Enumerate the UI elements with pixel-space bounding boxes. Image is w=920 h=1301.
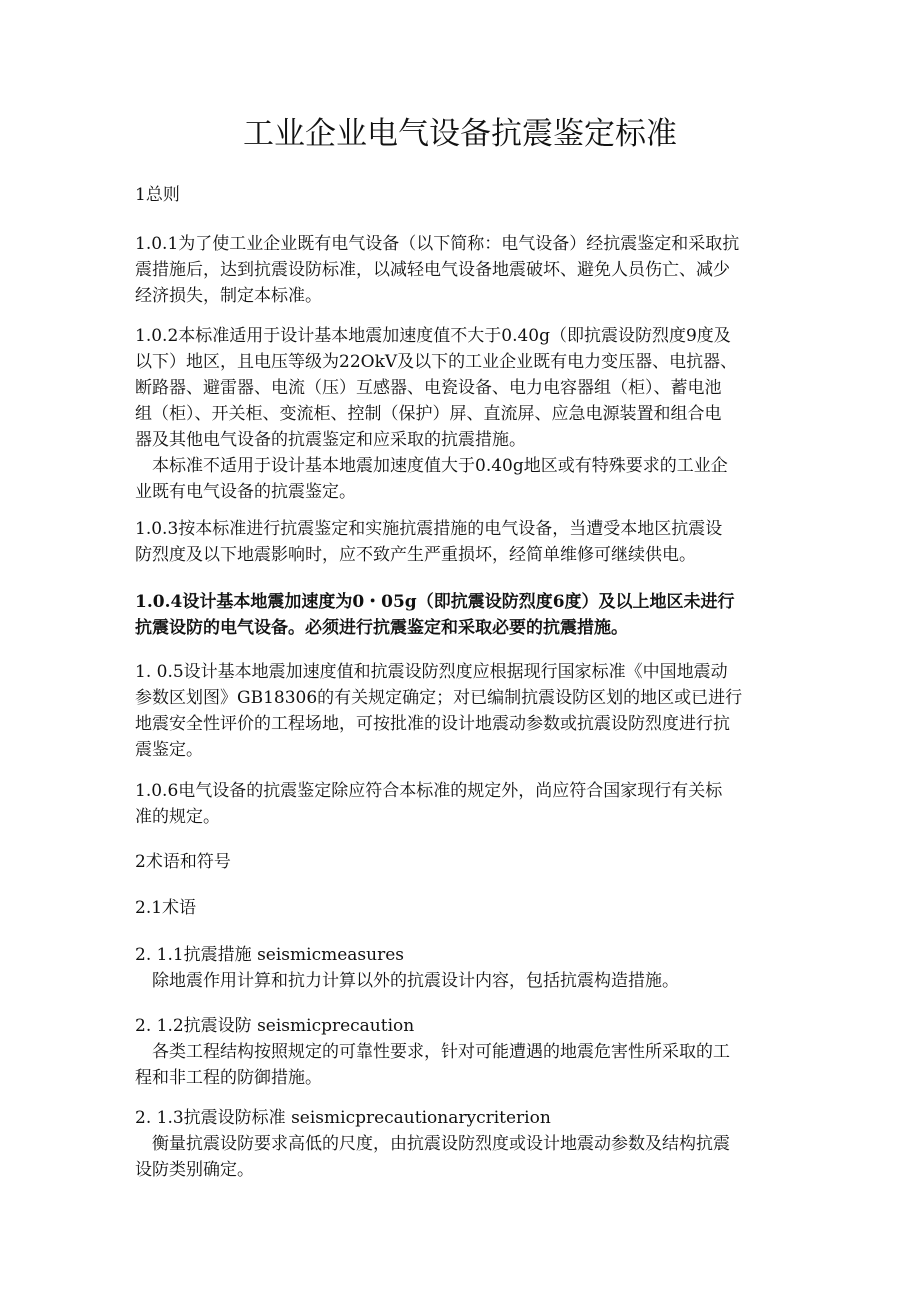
clause-1-0-5 [135,659,795,763]
term-heading: 2. 1.1抗震措施 seismicmeasures [135,945,404,965]
text-line: 经济损失，制定本标准。 [135,286,322,306]
term-2-1-1 [135,942,795,994]
text-line: 业既有电气设备的抗震鉴定。 [135,482,356,502]
text-line: 以下）地区，且电压等级为22OkV及以下的工业企业既有电力变压器、电抗器、 [135,352,738,372]
text-line: 1.0.4设计基本地震加速度为0・05g（即抗震设防烈度6度）及以上地区未进行 [135,592,735,612]
text-line: 本标准不适用于设计基本地震加速度值大于0.40g地区或有特殊要求的工业企 [152,456,728,476]
term-definition: 程和非工程的防御措施。 [135,1068,322,1088]
text-line: 断路器、避雷器、电流（压）互感器、电瓷设备、电力电容器组（柜）、蓄电池 [135,378,722,398]
document-title: 工业企业电气设备抗震鉴定标准 [243,116,677,152]
text-line: 1. 0.5设计基本地震加速度值和抗震设防烈度应根据现行国家标准《中国地震动 [135,662,728,682]
term-2-1-3 [135,1105,795,1183]
term-2-1-2 [135,1013,795,1091]
text-line: 1.0.3按本标准进行抗震鉴定和实施抗震措施的电气设备，当遭受本地区抗震设 [135,519,723,539]
text-line: 震措施后，达到抗震设防标准，以减轻电气设备地震破坏、避免人员伤亡、减少 [135,260,730,280]
text-line: 准的规定。 [135,807,220,827]
clause-1-0-3 [135,516,795,568]
text-line: 1.0.2本标准适用于设计基本地震加速度值不大于0.40g（即抗震设防烈度9度及 [135,326,731,346]
text-line: 抗震设防的电气设备。必须进行抗震鉴定和采取必要的抗震措施。 [135,618,628,638]
clause-1-0-6 [135,778,795,830]
text-line: 防烈度及以下地震影响时，应不致产生严重损坏，经简单维修可继续供电。 [135,545,696,565]
section-1-heading: 1总则 [135,185,180,205]
text-line: 组（柜）、开关柜、变流柜、控制（保护）屏、直流屏、应急电源装置和组合电 [135,404,722,424]
term-definition: 各类工程结构按照规定的可靠性要求，针对可能遭遇的地震危害性所采取的工 [152,1042,730,1062]
section-2-1-heading: 2.1术语 [135,898,197,918]
clause-1-0-1 [135,231,795,309]
term-definition: 衡量抗震设防要求高低的尺度，由抗震设防烈度或设计地震动参数及结构抗震 [152,1134,730,1154]
text-line: 1.0.6电气设备的抗震鉴定除应符合本标准的规定外，尚应符合国家现行有关标 [135,781,723,801]
text-line: 震鉴定。 [135,740,203,760]
term-definition: 设防类别确定。 [135,1160,254,1180]
text-line: 参数区划图》GB18306的有关规定确定；对已编制抗震设防区划的地区或已进行 [135,688,743,708]
term-heading: 2. 1.3抗震设防标准 seismicprecautionarycriterion [135,1108,551,1128]
text-line: 地震安全性评价的工程场地，可按批准的设计地震动参数或抗震设防烈度进行抗 [135,714,730,734]
text-line: 1.0.1为了使工业企业既有电气设备（以下简称：电气设备）经抗震鉴定和采取抗 [135,234,740,254]
clause-1-0-4 [135,589,795,641]
term-definition: 除地震作用计算和抗力计算以外的抗震设计内容，包括抗震构造措施。 [152,971,679,991]
clause-1-0-2 [135,323,795,505]
text-line: 器及其他电气设备的抗震鉴定和应采取的抗震措施。 [135,430,526,450]
term-heading: 2. 1.2抗震设防 seismicprecaution [135,1016,415,1036]
section-2-heading: 2术语和符号 [135,852,231,872]
